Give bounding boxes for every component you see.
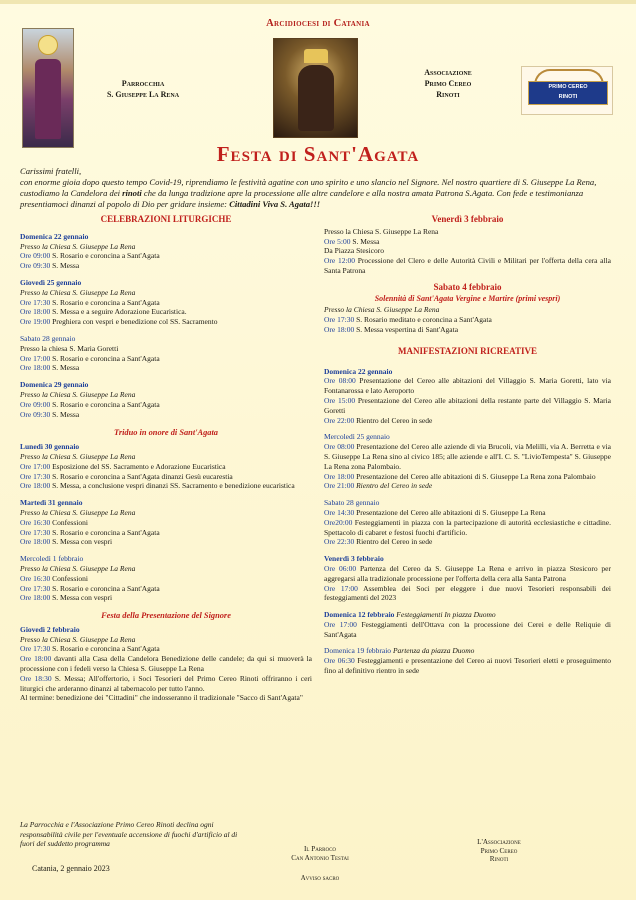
schedule-row: Ore 17:00 Festeggiamenti dell'Ottava con la processione dei Cerei e delle Reliquie di Sant'Agata bbox=[324, 619, 611, 639]
schedule-row: Ore 22:30 Rientro del Cereo in sede bbox=[324, 537, 433, 547]
schedule-row: Ore 08:00 Presentazione del Cereo alle abitazioni del Villaggio S. Maria Goretti, lato via Fontanarossa e lato Aeroporto bbox=[324, 376, 611, 396]
schedule-row: Ore 19:00 Preghiera con vespri e benedizione col SS. Sacramento bbox=[20, 317, 218, 327]
top-border bbox=[0, 0, 636, 4]
place: Presso la Chiesa S. Giuseppe La Rena bbox=[20, 287, 136, 297]
intro-greeting: Carissimi fratelli, bbox=[20, 166, 82, 176]
place: Presso la Chiesa S. Giuseppe La Rena bbox=[324, 305, 440, 315]
parish-priest-signature bbox=[240, 845, 400, 863]
place: Presso la Chiesa S. Giuseppe La Rena bbox=[20, 563, 136, 573]
crown-icon bbox=[304, 49, 328, 63]
schedule-row: Ore 09:00 S. Rosario e coroncina a Sant'Agata bbox=[20, 399, 160, 409]
association-signature bbox=[454, 838, 544, 864]
section-heading: Festa della Presentazione del Signore bbox=[101, 611, 231, 621]
place: Presso la Chiesa S. Giuseppe La Rena bbox=[20, 241, 136, 251]
day-heading: Giovedì 25 gennaio bbox=[20, 277, 82, 287]
parish-line2: S. Giuseppe La Rena bbox=[106, 90, 180, 99]
schedule-row: Ore 17:30 S. Rosario e coroncina a Sant'Agata bbox=[20, 583, 160, 593]
place: Presso la Chiesa S. Giuseppe La Rena bbox=[20, 451, 136, 461]
place: Da Piazza Stesicoro bbox=[324, 246, 384, 256]
day-heading: Domenica 19 febbraio Partenza da piazza Duomo bbox=[324, 646, 475, 656]
day-heading: Giovedì 2 febbraio bbox=[20, 624, 80, 634]
schedule-row: Ore 17:30 S. Rosario meditato e coroncina a Sant'Agata bbox=[324, 315, 492, 325]
schedule-row: Ore 17:00 Esposizione del SS. Sacramento e Adorazione Eucaristica bbox=[20, 461, 226, 471]
schedule-row: Ore 18:00 S. Messa con vespri bbox=[20, 593, 113, 603]
day-heading: Domenica 12 febbraio Festeggiamenti In piazza Duomo bbox=[324, 610, 496, 620]
solemnity-subtitle: Solennità di Sant'Agata Vergine e Martire (primi vespri) bbox=[374, 293, 561, 303]
schedule-row: Ore 17:30 S. Rosario e coroncina a Sant'Agata bbox=[20, 527, 160, 537]
day-heading: Sabato 28 gennaio bbox=[324, 498, 380, 508]
sign1-name: Can Antonio Testai bbox=[291, 854, 349, 862]
day-heading: Domenica 22 gennaio bbox=[324, 366, 393, 376]
schedule-row: Ore 18:00 S. Messa bbox=[20, 363, 80, 373]
schedule-row: Ore 18:00 S. Messa e a seguire Adorazione Eucaristica. bbox=[20, 307, 187, 317]
assoc-line3: Rinoti bbox=[436, 90, 460, 99]
section-heading: MANIFESTAZIONI RICREATIVE bbox=[398, 345, 537, 356]
schedule-row: Ore 06:00 Partenza del Cereo da S. Giuseppe La Rena e arrivo in piazza Stesicoro per aggregarsi alla tradizionale processione per l'offerta della cera alla Santa Patrona bbox=[324, 563, 612, 583]
schedule-row: Ore 18:00 S. Messa, a conclusione vespri dinanzi SS. Sacramento e benedizione eucaristica bbox=[20, 481, 295, 491]
schedule-row: Ore 16:30 Confessioni bbox=[20, 573, 88, 583]
day-heading: Martedì 31 gennaio bbox=[20, 498, 83, 508]
schedule-row: Ore20:00 Festeggiamenti in piazza con la partecipazione di autorità ecclesiastiche e cittadine. Spettacolo di cabaret e festosi fuochi d'artificio. bbox=[324, 517, 611, 537]
sign1-title: Il Parroco bbox=[303, 845, 337, 853]
schedule-row: Ore 18:00 Presentazione del Cereo alle abitazioni di S. Giuseppe La Rena zona Palombaio bbox=[324, 471, 596, 481]
schedule-row: Ore 17:30 S. Rosario e coroncina a Sant'Agata dinanzi Gesù eucarestia bbox=[20, 471, 233, 481]
schedule-row: Ore 15:00 Presentazione del Cereo alle abitazioni della restante parte del Villaggio S. Maria Goretti bbox=[324, 395, 611, 415]
day-heading: Domenica 22 gennaio bbox=[20, 231, 89, 241]
halo-icon bbox=[38, 35, 58, 55]
page-title: Festa di Sant'Agata bbox=[216, 142, 420, 166]
day-heading: Mercoledì 25 gennaio bbox=[324, 432, 390, 442]
assoc-line2: Primo Cereo bbox=[424, 79, 472, 88]
place: Presso la Chiesa S. Giuseppe La Rena bbox=[20, 507, 136, 517]
schedule-row: Ore 21:00 Rientro del Cereo in sede bbox=[324, 481, 433, 491]
schedule-row: Ore 17:00 S. Rosario e coroncina a Sant'Agata bbox=[20, 353, 160, 363]
schedule-row: Ore 17:30 S. Rosario e coroncina a Sant'Agata bbox=[20, 297, 160, 307]
schedule-row: Ore 16:30 Confessioni bbox=[20, 517, 88, 527]
schedule-row: Ore 14:30 Presentazione del Cereo alle abitazioni di S. Giuseppe La Rena bbox=[324, 507, 546, 517]
association-name bbox=[398, 67, 498, 100]
schedule-row: Al termine: benedizione dei "Cittadini" che indosseranno il tradizionale "Sacco di Sant'Agata" bbox=[20, 693, 303, 703]
right-column bbox=[324, 213, 611, 676]
schedule-row: Ore 18:00 S. Messa vespertina di Sant'Agata bbox=[324, 324, 459, 334]
sign2-line1: L'Associazione bbox=[477, 838, 521, 846]
intro-bold2: Cittadini Viva S. Agata!!! bbox=[229, 199, 321, 209]
section-heading: CELEBRAZIONI LITURGICHE bbox=[100, 214, 232, 224]
place: Presso la Chiesa S. Giuseppe La Rena bbox=[324, 226, 439, 236]
intro-bold1: rinoti bbox=[122, 188, 142, 198]
day-heading: Mercoledì 1 febbraio bbox=[20, 554, 84, 564]
day-heading: Venerdì 3 febbraio bbox=[324, 554, 384, 564]
statue-figure bbox=[298, 65, 334, 131]
day-heading: Domenica 29 gennaio bbox=[20, 380, 89, 390]
avviso-sacro: Avviso sacro bbox=[300, 875, 340, 882]
intro-text bbox=[20, 166, 620, 210]
schedule-row: Ore 08:00 Presentazione del Cereo alle aziende di via Brucoli, via Melilli, via A. Berretta e via S. Giuseppe La Rena sino al civico 185; alle aziende e all'I. C. S. "LivioTempesta" S. Giuseppe La Rena zona Palombaio. bbox=[324, 442, 611, 471]
schedule-row: Ore 17:00 Assemblea dei Soci per eleggere i due nuovi Tesorieri responsabili dei festeggiamenti del 2023 bbox=[324, 583, 611, 603]
schedule-row: Ore 09:00 S. Rosario e coroncina a Sant'Agata bbox=[20, 251, 160, 261]
saint-joseph-image bbox=[22, 28, 74, 148]
logo-line1: PRIMO CEREO bbox=[548, 84, 588, 90]
place: Presso la Chiesa S. Giuseppe La Rena bbox=[20, 389, 136, 399]
day-heading: Lunedì 30 gennaio bbox=[20, 442, 80, 452]
parish-line1: Parrocchia bbox=[121, 79, 165, 88]
sign2-line2: Primo Cereo bbox=[480, 846, 518, 855]
schedule-row: Ore 17:30 S. Rosario e coroncina a Sant'Agata bbox=[20, 644, 160, 654]
schedule-row: Ore 22:00 Rientro del Cereo in sede bbox=[324, 415, 433, 425]
schedule-row: Ore 18:00 davanti alla Casa della Candelora Benedizione delle candele; da qui si muoverà la processione con i fedeli verso la Chiesa S. Giuseppe La Rena bbox=[20, 654, 312, 674]
assoc-line1: Associazione bbox=[424, 68, 472, 77]
intro-body2: che da lunga tradizione apre la processione alle altre candelore e alla nostra amata Patrona S.Agata. Con fede e testimonianza presentiamoci dinanzi al popolo di Dio per gridare insieme: bbox=[20, 188, 584, 209]
section-heading: Sabato 4 febbraio bbox=[433, 281, 502, 292]
schedule-row: Ore 06:30 Festeggiamenti e presentazione del Cereo ai nuovi Tesorieri eletti e proseguimento fino al definitivo rientro in sede bbox=[324, 656, 611, 676]
liability-note: La Parrocchia e l'Associazione Primo Cereo Rinoti declina ogni responsabilità civile per l'eventuale accensione di fuochi d'artificio al di fuori del suddetto programma bbox=[20, 820, 238, 848]
schedule-row: Ore 18:30 S. Messa; All'offertorio, i Soci Tesorieri del Primo Cereo Rinoti offriranno i ceri liturgici che arderanno dinanzi al tabernacolo per tutto l'anno. bbox=[20, 673, 313, 693]
place: Presso la chiesa S. Maria Goretti bbox=[20, 343, 119, 353]
robe-shape bbox=[35, 59, 61, 139]
place: Presso la Chiesa S. Giuseppe La Rena bbox=[20, 634, 136, 644]
sign2-line3: Rinoti bbox=[489, 855, 509, 864]
logo-band bbox=[528, 81, 608, 105]
schedule-row: Ore 12:00 Processione del Clero e delle Autorità Civili e Militari per l'offerta della cera alla Santa Patrona bbox=[324, 256, 611, 275]
intro-body1: con enorme gioia dopo questo tempo Covid-19, riprendiamo le festività agatine con uno spirito e uno slancio nel Signore. Nel nostro quartiere di S. Giuseppe La Rena, custodiamo la Candelora dei bbox=[20, 177, 597, 198]
section-heading: Venerdì 3 febbraio bbox=[431, 214, 504, 224]
day-heading: Sabato 28 gennaio bbox=[20, 333, 76, 343]
schedule-row: Ore 18:00 S. Messa con vespri bbox=[20, 537, 113, 547]
section-heading: Triduo in onore di Sant'Agata bbox=[114, 428, 218, 438]
sant-agata-image bbox=[273, 38, 358, 138]
date-line: Catania, 2 gennaio 2023 bbox=[32, 864, 110, 873]
diocese-header: Arcidiocesi di Catania bbox=[266, 18, 370, 29]
schedule-row: Ore 09:30 S. Messa bbox=[20, 409, 80, 419]
logo-line2: RINOTI bbox=[558, 94, 578, 100]
parish-name bbox=[88, 78, 198, 100]
primo-cereo-logo bbox=[521, 66, 613, 115]
left-column bbox=[20, 213, 312, 703]
schedule-row: Ore 09:30 S. Messa bbox=[20, 261, 80, 271]
schedule-row: Ore 5:00 S. Messa bbox=[324, 236, 380, 246]
